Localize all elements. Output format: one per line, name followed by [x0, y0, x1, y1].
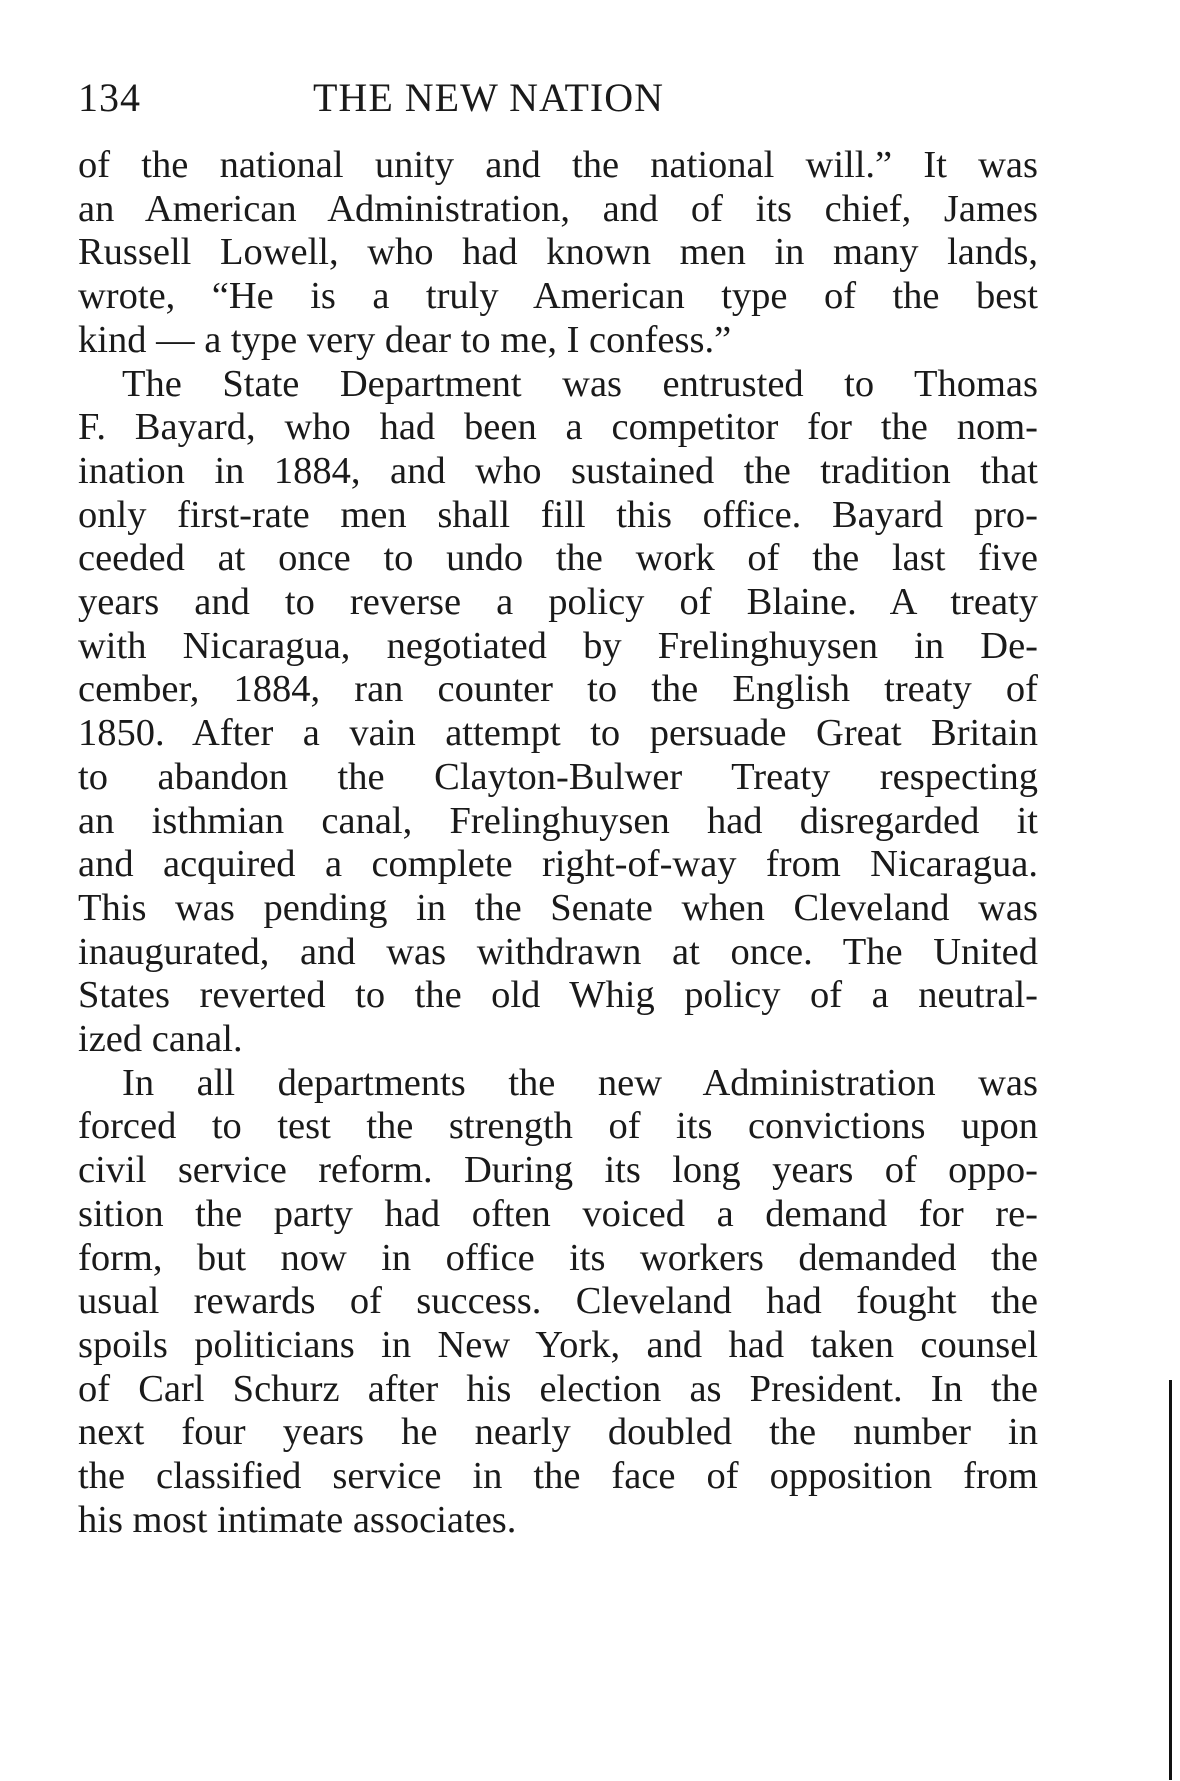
- text-line: wrote, “He is a truly American type of the best: [78, 275, 1038, 318]
- text-line: form, but now in office its workers demanded the: [78, 1236, 1038, 1279]
- running-head: [78, 64, 1038, 126]
- text-line: This was pending in the Senate when Cleveland was: [78, 886, 1038, 929]
- text-line: F. Bayard, who had been a competitor for the nom-: [78, 406, 1038, 449]
- text-line: of Carl Schurz after his election as President. In the: [78, 1367, 1038, 1410]
- text-line: inaugurated, and was withdrawn at once. The United: [78, 930, 1038, 973]
- text-line: of the national unity and the national will.” It was: [78, 144, 1038, 186]
- text-line: kind — a type very dear to me, I confess.”: [78, 318, 732, 361]
- book-page: [78, 64, 1038, 1543]
- page-number: 134: [78, 75, 141, 120]
- text-line: sition the party had often voiced a demand for re-: [78, 1192, 1038, 1235]
- text-line: ized canal.: [78, 1018, 243, 1061]
- text-line: an isthmian canal, Frelinghuysen had disregarded it: [78, 799, 1038, 842]
- text-line: usual rewards of success. Cleveland had fought the: [78, 1280, 1038, 1323]
- text-line: to abandon the Clayton-Bulwer Treaty respecting: [78, 755, 1038, 798]
- text-line: Russell Lowell, who had known men in many lands,: [78, 231, 1038, 274]
- text-line: forced to test the strength of its convictions upon: [78, 1105, 1038, 1148]
- page-edge-rule: [1169, 1380, 1172, 1780]
- text-line: The State Department was entrusted to Thomas: [122, 362, 1038, 405]
- text-line: ination in 1884, and who sustained the tradition that: [78, 449, 1038, 492]
- text-line: cember, 1884, ran counter to the English treaty of: [78, 668, 1038, 711]
- text-line: and acquired a complete right-of-way from Nicaragua.: [78, 843, 1038, 886]
- text-line: 1850. After a vain attempt to persuade Great Britain: [78, 712, 1038, 755]
- text-line: his most intimate associates.: [78, 1498, 517, 1541]
- text-line: civil service reform. During its long years of oppo-: [78, 1149, 1038, 1192]
- text-line: In all departments the new Administration was: [122, 1061, 1038, 1104]
- body-text: [78, 144, 1038, 1543]
- text-line: States reverted to the old Whig policy of a neutral-: [78, 974, 1038, 1017]
- text-line: ceeded at once to undo the work of the last five: [78, 537, 1038, 580]
- text-line: an American Administration, and of its chief, James: [78, 187, 1038, 230]
- text-line: next four years he nearly doubled the number in: [78, 1411, 1038, 1454]
- text-line: years and to reverse a policy of Blaine. A treaty: [78, 581, 1038, 624]
- text-line: the classified service in the face of opposition from: [78, 1455, 1038, 1498]
- running-title: THE NEW NATION: [313, 75, 664, 120]
- text-line: spoils politicians in New York, and had taken counsel: [78, 1323, 1038, 1366]
- text-line: with Nicaragua, negotiated by Frelinghuysen in De-: [78, 624, 1038, 667]
- text-line: only first-rate men shall fill this office. Bayard pro-: [78, 493, 1038, 536]
